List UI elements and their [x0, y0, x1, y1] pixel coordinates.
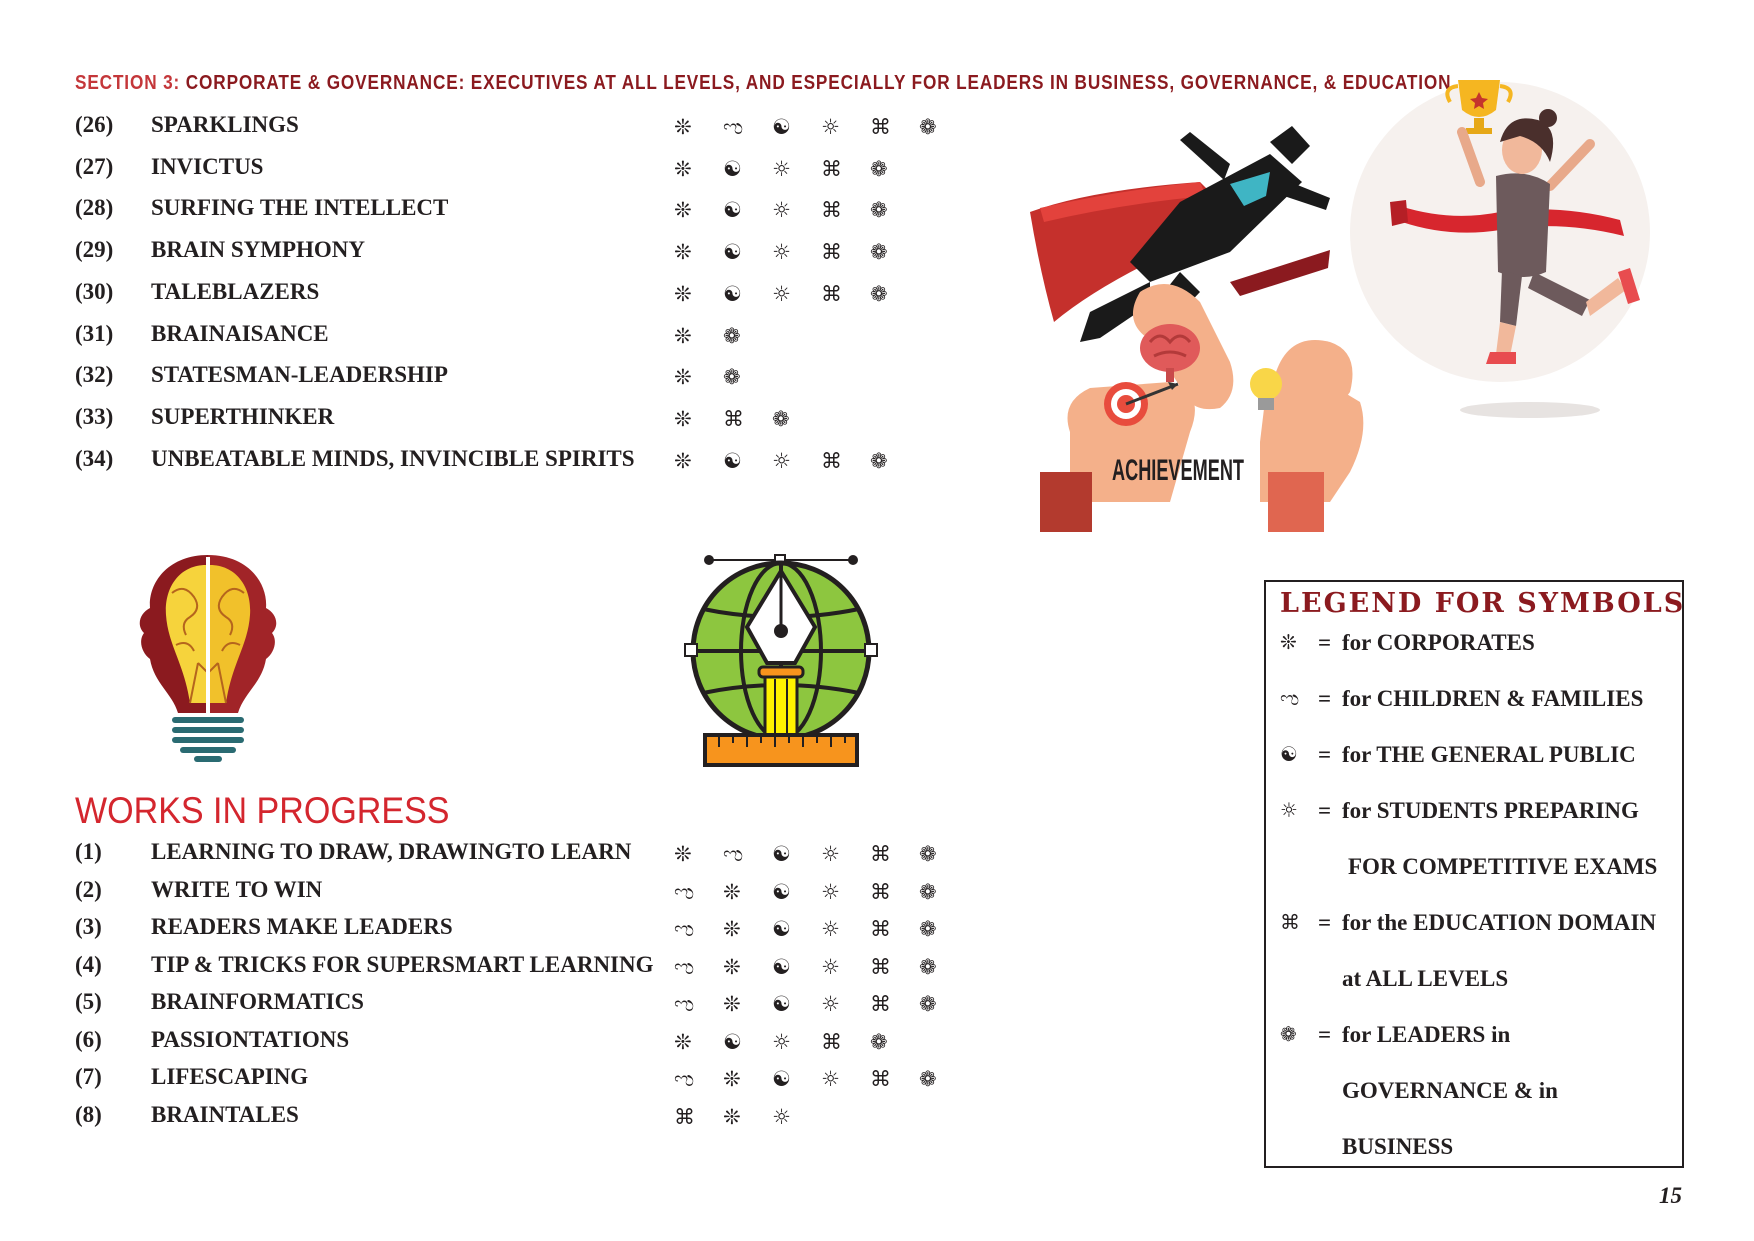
- symbol-leaders-icon: ❁: [870, 448, 888, 473]
- brain-lightbulb-icon: [128, 553, 288, 763]
- item-title: SURFING THE INTELLECT: [151, 195, 449, 221]
- achievement-label: ACHIEVEMENT: [1112, 454, 1244, 487]
- section-prefix: SECTION 3:: [75, 72, 181, 94]
- symbol-leaders-icon: ❁: [919, 954, 937, 979]
- symbol-students-icon: ☼: [821, 917, 840, 941]
- item-number: (1): [75, 839, 102, 864]
- legend-text: for CORPORATES: [1342, 630, 1535, 655]
- legend-symbol-leaders-icon: ❁: [1280, 1022, 1297, 1046]
- list-item: [75, 195, 955, 225]
- legend-equals: =: [1318, 630, 1332, 655]
- legend-line: [1266, 742, 1682, 774]
- item-title: UNBEATABLE MINDS, INVINCIBLE SPIRITS: [151, 445, 635, 471]
- item-number: (8): [75, 1101, 102, 1127]
- legend-text: for LEADERS in: [1342, 1022, 1511, 1047]
- symbol-leaders-icon: ❁: [919, 992, 937, 1016]
- legend-text: for STUDENTS PREPARING: [1342, 798, 1639, 823]
- item-title: LIFESCAPING: [151, 1064, 309, 1089]
- symbol-education-icon: ⌘: [821, 448, 842, 473]
- legend-title: LEGEND FOR SYMBOLS: [1280, 588, 1686, 619]
- legend-equals: =: [1318, 798, 1332, 823]
- symbol-education-icon: ⌘: [870, 1067, 891, 1091]
- symbol-children-icon: ಌ: [674, 879, 695, 904]
- symbol-public-icon: ☯: [723, 281, 742, 306]
- item-number: (32): [75, 362, 114, 388]
- list-item: [75, 362, 955, 392]
- symbol-corporates-icon: ❊: [674, 448, 692, 473]
- legend-line: [1266, 630, 1682, 662]
- symbol-corporates-icon: ❊: [674, 281, 692, 306]
- list-item: [75, 404, 955, 434]
- symbol-public-icon: ☯: [772, 954, 791, 979]
- legend-equals: =: [1318, 686, 1332, 711]
- item-title: BRAINAISANCE: [151, 320, 329, 346]
- symbol-education-icon: ⌘: [870, 917, 891, 941]
- item-number: (4): [75, 951, 102, 977]
- legend-equals: =: [1318, 1022, 1332, 1047]
- symbol-students-icon: ☼: [772, 1104, 791, 1129]
- item-number: (33): [75, 403, 114, 429]
- legend-symbol-public-icon: ☯: [1280, 742, 1298, 766]
- symbol-education-icon: ⌘: [821, 1029, 842, 1054]
- item-title: WRITE TO WIN: [151, 876, 323, 902]
- symbol-education-icon: ⌘: [870, 115, 891, 139]
- symbol-corporates-icon: ❊: [674, 240, 692, 265]
- item-title: BRAIN SYMPHONY: [151, 237, 366, 263]
- symbol-students-icon: ☼: [821, 842, 840, 866]
- legend-text: for the EDUCATION DOMAIN: [1342, 910, 1657, 935]
- item-title: SUPERTHINKER: [151, 403, 335, 429]
- symbol-education-icon: ⌘: [674, 1104, 695, 1129]
- list-item: [75, 952, 955, 982]
- section-title: CORPORATE & GOVERNANCE: EXECUTIVES AT ALL LEVELS, AND ESPECIALLY FOR LEADERS IN BUSINESS, GOVERNANCE, & EDUCATION: [185, 72, 1452, 94]
- list-item: [75, 989, 955, 1019]
- symbol-students-icon: ☼: [821, 992, 840, 1016]
- legend-text: for CHILDREN & FAMILIES: [1342, 686, 1644, 711]
- works-in-progress-heading: WORKS IN PROGRESS: [75, 790, 450, 831]
- symbol-corporates-icon: ❊: [723, 1067, 741, 1091]
- item-title: SPARKLINGS: [151, 112, 299, 137]
- legend-symbol-education-icon: ⌘: [1280, 910, 1300, 934]
- symbol-students-icon: ☼: [772, 156, 791, 181]
- item-number: (26): [75, 112, 114, 137]
- item-number: (7): [75, 1064, 102, 1089]
- legend-text: at ALL LEVELS: [1342, 966, 1509, 991]
- item-number: (2): [75, 876, 102, 902]
- legend-line: [1266, 686, 1682, 718]
- symbol-public-icon: ☯: [772, 917, 791, 941]
- legend-text: GOVERNANCE & in: [1342, 1078, 1558, 1103]
- symbol-leaders-icon: ❁: [919, 879, 937, 904]
- legend-equals: =: [1318, 742, 1332, 767]
- item-title: STATESMAN-LEADERSHIP: [151, 362, 448, 388]
- symbol-corporates-icon: ❊: [674, 323, 692, 348]
- symbol-public-icon: ☯: [772, 842, 791, 866]
- item-number: (27): [75, 153, 114, 179]
- symbol-education-icon: ⌘: [870, 842, 891, 866]
- symbol-public-icon: ☯: [723, 448, 742, 473]
- symbol-leaders-icon: ❁: [919, 842, 937, 866]
- symbol-corporates-icon: ❊: [674, 365, 692, 390]
- symbol-corporates-icon: ❊: [674, 842, 692, 866]
- symbol-legend: [1264, 580, 1684, 1168]
- symbol-corporates-icon: ❊: [674, 198, 692, 223]
- item-number: (34): [75, 445, 114, 471]
- globe-pen-icon: [683, 555, 879, 770]
- item-title: BRAINTALES: [151, 1101, 299, 1127]
- symbol-public-icon: ☯: [723, 156, 742, 181]
- symbol-leaders-icon: ❁: [870, 240, 888, 265]
- symbol-leaders-icon: ❁: [870, 1029, 888, 1054]
- legend-symbol-students-icon: ☼: [1280, 798, 1298, 822]
- symbol-students-icon: ☼: [772, 448, 791, 473]
- symbol-leaders-icon: ❁: [870, 156, 888, 181]
- symbol-education-icon: ⌘: [821, 198, 842, 223]
- symbol-corporates-icon: ❊: [723, 954, 741, 979]
- item-number: (29): [75, 237, 114, 263]
- list-item: [75, 1064, 955, 1094]
- item-number: (3): [75, 914, 102, 939]
- legend-line: [1266, 910, 1682, 942]
- symbol-public-icon: ☯: [772, 115, 791, 139]
- legend-line: [1266, 854, 1682, 886]
- symbol-leaders-icon: ❁: [919, 917, 937, 941]
- symbol-corporates-icon: ❊: [674, 1029, 692, 1054]
- symbol-children-icon: ಌ: [674, 1067, 695, 1091]
- symbol-education-icon: ⌘: [821, 156, 842, 181]
- item-number: (31): [75, 320, 114, 346]
- symbol-corporates-icon: ❊: [723, 917, 741, 941]
- list-item: [75, 839, 955, 869]
- symbol-students-icon: ☼: [821, 954, 840, 979]
- symbol-corporates-icon: ❊: [723, 992, 741, 1016]
- symbol-corporates-icon: ❊: [723, 1104, 741, 1129]
- list-item: [75, 1102, 955, 1132]
- symbol-leaders-icon: ❁: [919, 115, 937, 139]
- symbol-students-icon: ☼: [772, 281, 791, 306]
- item-number: (28): [75, 195, 114, 221]
- item-title: LEARNING TO DRAW, DRAWINGTO LEARN: [151, 839, 632, 864]
- symbol-corporates-icon: ❊: [674, 156, 692, 181]
- symbol-leaders-icon: ❁: [870, 281, 888, 306]
- symbol-students-icon: ☼: [772, 1029, 791, 1054]
- symbol-leaders-icon: ❁: [723, 365, 741, 390]
- symbol-children-icon: ಌ: [723, 842, 744, 866]
- symbol-leaders-icon: ❁: [723, 323, 741, 348]
- symbol-leaders-icon: ❁: [870, 198, 888, 223]
- item-title: TIP & TRICKS FOR SUPERSMART LEARNING: [151, 951, 654, 977]
- symbol-public-icon: ☯: [723, 240, 742, 265]
- list-item: [75, 112, 955, 142]
- item-number: (30): [75, 278, 114, 304]
- list-item: [75, 446, 955, 476]
- list-item: [75, 154, 955, 184]
- legend-symbol-corporates-icon: ❊: [1280, 630, 1297, 654]
- item-title: BRAINFORMATICS: [151, 989, 364, 1014]
- legend-line: [1266, 798, 1682, 830]
- symbol-education-icon: ⌘: [723, 406, 744, 431]
- list-item: [75, 321, 955, 351]
- symbol-public-icon: ☯: [772, 992, 791, 1016]
- legend-equals: =: [1318, 910, 1332, 935]
- item-number: (6): [75, 1026, 102, 1052]
- symbol-public-icon: ☯: [723, 198, 742, 223]
- legend-symbol-children-icon: ಌ: [1280, 686, 1300, 710]
- symbol-public-icon: ☯: [723, 1029, 742, 1054]
- symbol-corporates-icon: ❊: [674, 406, 692, 431]
- achievement-illustration: [1030, 72, 1690, 562]
- list-item: [75, 877, 955, 907]
- symbol-children-icon: ಌ: [674, 954, 695, 979]
- legend-line: [1266, 966, 1682, 998]
- symbol-public-icon: ☯: [772, 879, 791, 904]
- item-title: PASSIONTATIONS: [151, 1026, 350, 1052]
- symbol-education-icon: ⌘: [870, 954, 891, 979]
- symbol-leaders-icon: ❁: [772, 406, 790, 431]
- list-item: [75, 914, 955, 944]
- symbol-children-icon: ಌ: [674, 992, 695, 1016]
- item-number: (5): [75, 989, 102, 1014]
- list-item: [75, 237, 955, 267]
- legend-line: [1266, 1078, 1682, 1110]
- symbol-education-icon: ⌘: [821, 240, 842, 265]
- page-number: 15: [1659, 1183, 1682, 1208]
- item-title: READERS MAKE LEADERS: [151, 914, 453, 939]
- symbol-corporates-icon: ❊: [674, 115, 692, 139]
- symbol-education-icon: ⌘: [870, 992, 891, 1016]
- item-title: INVICTUS: [151, 153, 264, 179]
- item-title: TALEBLAZERS: [151, 278, 320, 304]
- legend-text: for THE GENERAL PUBLIC: [1342, 742, 1636, 767]
- symbol-students-icon: ☼: [821, 1067, 840, 1091]
- symbol-education-icon: ⌘: [870, 879, 891, 904]
- symbol-leaders-icon: ❁: [919, 1067, 937, 1091]
- legend-text: FOR COMPETITIVE EXAMS: [1348, 854, 1658, 879]
- symbol-students-icon: ☼: [772, 240, 791, 265]
- legend-line: [1266, 1022, 1682, 1054]
- legend-line: [1266, 1134, 1682, 1166]
- symbol-corporates-icon: ❊: [723, 879, 741, 904]
- symbol-students-icon: ☼: [772, 198, 791, 223]
- symbol-children-icon: ಌ: [674, 917, 695, 941]
- list-item: [75, 279, 955, 309]
- symbol-students-icon: ☼: [821, 115, 840, 139]
- symbol-children-icon: ಌ: [723, 115, 744, 139]
- symbol-education-icon: ⌘: [821, 281, 842, 306]
- symbol-students-icon: ☼: [821, 879, 840, 904]
- legend-text: BUSINESS: [1342, 1134, 1454, 1159]
- list-item: [75, 1027, 955, 1057]
- symbol-public-icon: ☯: [772, 1067, 791, 1091]
